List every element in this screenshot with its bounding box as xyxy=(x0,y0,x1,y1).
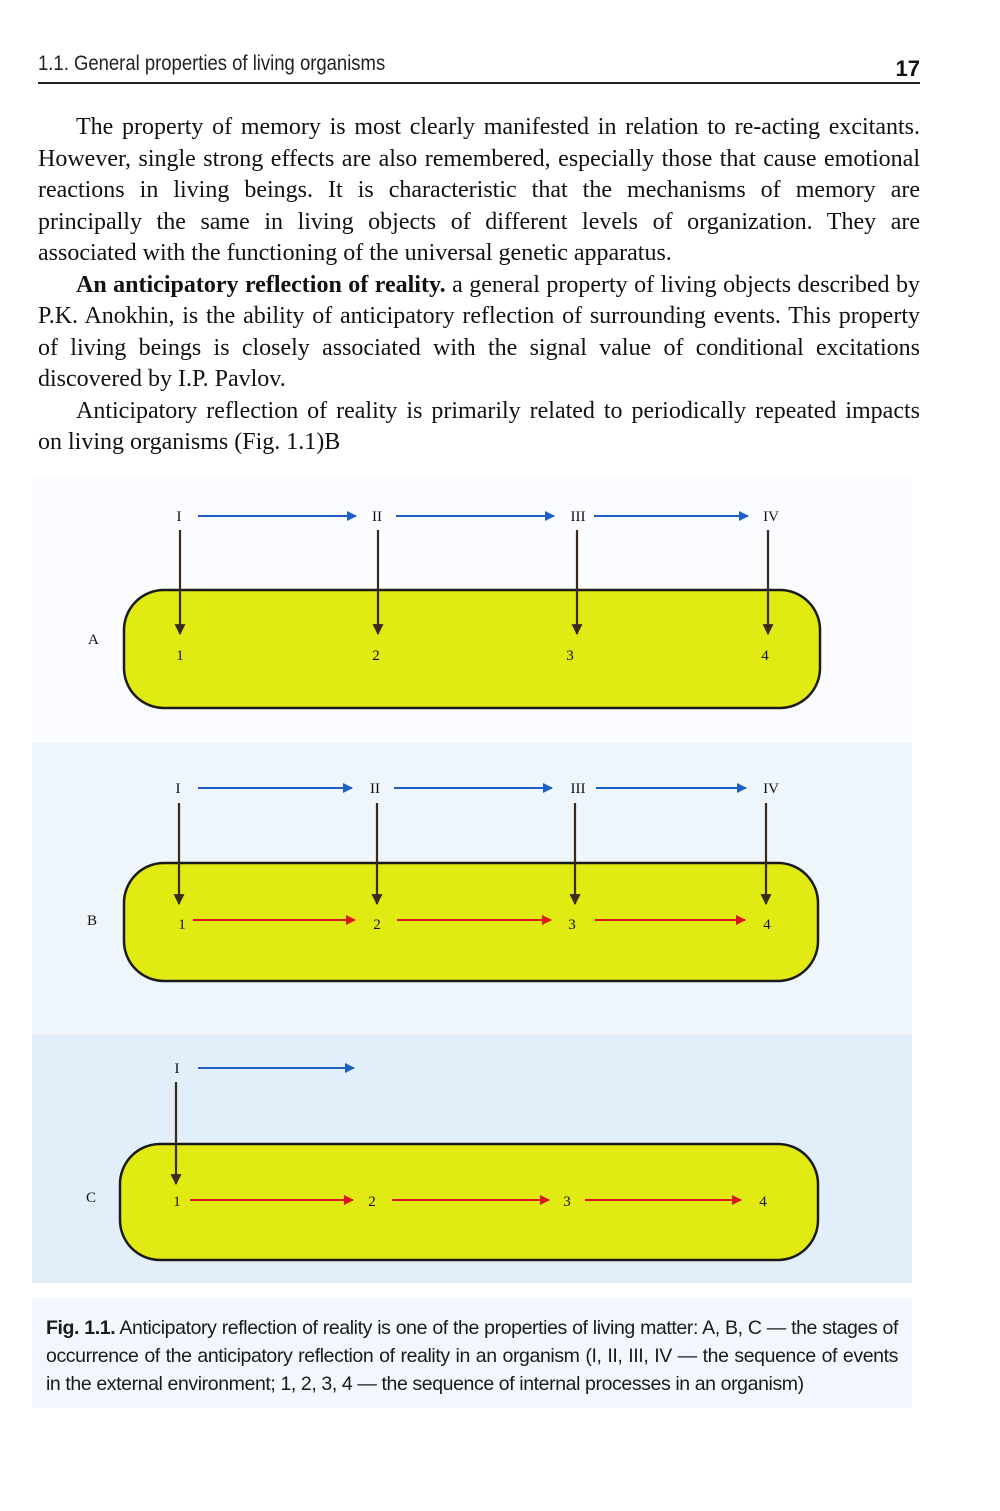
event-label-a-ii: II xyxy=(372,509,382,525)
page-number: 17 xyxy=(895,56,920,81)
row-b xyxy=(87,781,818,981)
process-label-b-1: 1 xyxy=(178,917,186,933)
process-label-a-3: 3 xyxy=(566,648,574,664)
row-label-a: A xyxy=(88,632,99,648)
process-label-c-1: 1 xyxy=(173,1194,181,1210)
process-label-b-2: 2 xyxy=(373,917,381,933)
figure-caption-label: Fig. 1.1. xyxy=(46,1317,116,1339)
process-label-a-4: 4 xyxy=(761,648,769,664)
capsule-b xyxy=(124,863,818,981)
paragraph-memory: The property of memory is most clearly manifested in relation to re-acting excitants. However, single strong effects are also remembered, especially those that cause emotional reactions in living beings. It is characteristic that the mechanisms of memory are principally the same in living objects of different levels of organization. They are associated with the functioning of the universal genetic apparatus. xyxy=(38,114,920,266)
process-label-a-2: 2 xyxy=(372,648,380,664)
process-label-c-4: 4 xyxy=(759,1194,767,1210)
row-label-c: C xyxy=(86,1190,97,1206)
paragraph-periodic: Anticipatory reflection of reality is primarily related to periodically repeated impacts on living organisms (Fig. 1.1)B xyxy=(38,397,920,455)
capsule-c xyxy=(120,1144,818,1260)
process-label-c-2: 2 xyxy=(368,1194,376,1210)
process-label-b-3: 3 xyxy=(568,917,576,933)
figure-caption xyxy=(46,1314,898,1398)
paragraph-anticipatory-text: a general property of living objects described by P.K. Anokhin, is the ability of anticipatory reflection of surrounding events. This property of living beings is closely associated with the signal value of conditional excitations discovered by I.P. Pavlov. xyxy=(38,271,920,392)
row-a xyxy=(88,509,820,708)
event-label-b-iv: IV xyxy=(763,781,779,797)
row-label-b: B xyxy=(87,913,98,929)
running-head-title: 1.1. General properties of living organisms xyxy=(38,52,386,75)
event-label-c-i: I xyxy=(174,1061,180,1077)
paragraph-anticipatory-heading: An anticipatory reflection of reality. xyxy=(76,271,446,298)
figure-caption-text: Anticipatory reflection of reality is one of the properties of living matter: A, B, C — the stages of occurrence of the anticipatory reflection of reality in an organism (I, II, III, IV — the sequence of events in the external environment; 1, 2, 3, 4 — the sequence of internal processes in an organism) xyxy=(46,1317,898,1395)
row-c xyxy=(86,1061,818,1260)
capsule-a xyxy=(124,590,820,708)
event-label-a-iii: III xyxy=(570,509,586,525)
event-label-a-i: I xyxy=(176,509,182,525)
process-label-b-4: 4 xyxy=(763,917,771,933)
event-label-b-i: I xyxy=(175,781,181,797)
process-label-a-1: 1 xyxy=(176,648,184,664)
event-label-b-ii: II xyxy=(370,781,380,797)
event-label-a-iv: IV xyxy=(763,509,779,525)
event-label-b-iii: III xyxy=(570,781,586,797)
process-label-c-3: 3 xyxy=(563,1194,571,1210)
